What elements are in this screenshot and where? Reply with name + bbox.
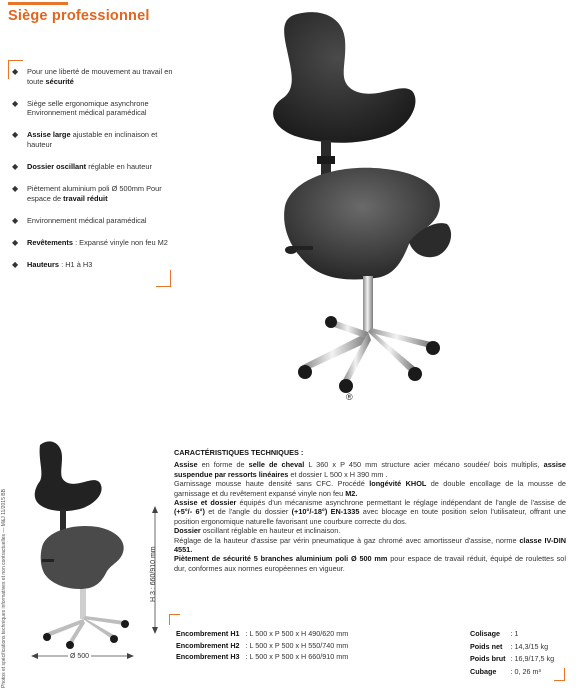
spec-pietement: Piètement de sécurité 5 branches aluminium poli Ø 500 mm pour espace de travail réduit, équipé de roulettes sol dur, conformes aux normes européennes en vigueur. [174, 554, 566, 573]
feature-item: ◆ Piètement aluminium poli Ø 500mm Pour espace de travail réduit [12, 184, 162, 203]
spec-mousse: Garnissage mousse haute densité sans CFC. Procédé longévité KHOL de double encollage de la mousse de garnissage et du revêtement expansé vinyle non feu M2. [174, 479, 566, 498]
encombrement-table [176, 628, 348, 663]
title-accent-rule [8, 2, 68, 5]
technical-specifications [174, 448, 566, 573]
table-row: Encombrement H1 : L 500 x P 500 x H 490/620 mm [176, 629, 349, 638]
width-dimension-label: Ø 500 [70, 653, 90, 660]
table-row: Poids brut : 16,9/17,5 kg [470, 654, 555, 663]
disclaimer-caption: Photos et spécifications techniques informatives et non contractuelles — M&J 11/2015 BB [1, 489, 7, 688]
feature-item: ◆ Pour une liberté de mouvement au travail en toute sécurité [12, 67, 173, 86]
feature-item: ◆ Revêtements : Expansé vinyle non feu M2 [12, 237, 168, 247]
spec-mecanisme: Assise et dossier équipés d'un mécanisme asynchrone permettant le réglage indépendant de l'angle de l'assise de (+5°/- 6°) et de l'angle du dossier (+10°/-18°) EN-1335 avec blocage en toute position selon l'utilisateur, offrant une position ergonomique naturelle favorisant une courbure correcte du dos. [174, 498, 566, 526]
packaging-table [470, 628, 554, 678]
diamond-bullet-icon: ◆ [12, 237, 19, 247]
saddle-chair-side-image [28, 435, 133, 650]
table-row: Poids net : 14,3/15 kg [470, 641, 549, 651]
table-row: Cubage : 0, 26 m³ [470, 666, 541, 676]
feature-list [12, 67, 178, 282]
diamond-bullet-icon: ◆ [12, 162, 19, 172]
saddle-chair-image [225, 10, 465, 395]
feature-item: ◆ Siège selle ergonomique asynchrone Environnement médical paramédical [12, 98, 149, 118]
diamond-bullet-icon: ◆ [12, 130, 19, 140]
feature-item: ◆ Environnement médical paramédical [12, 215, 147, 225]
table-row: Colisage : 1 [470, 629, 519, 638]
corner-bracket-dims [169, 614, 180, 625]
specs-heading: CARACTÉRISTIQUES TECHNIQUES : [174, 448, 304, 457]
feature-item: ◆ Assise large ajustable en inclinaison et hauteur [12, 130, 158, 149]
page-title: Siège professionnel [8, 8, 150, 24]
spec-reglage: Réglage de la hauteur d'assise par vérin pneumatique à gaz chromé avec amortisseur d'assise, norme classe IV-DIN 4551. [174, 535, 566, 555]
diamond-bullet-icon: ◆ [12, 184, 19, 194]
height-dimension-label: H 3 : 660/910 mm [150, 546, 157, 602]
spec-dossier: Dossier oscillant réglable en hauteur et inclinaison. [174, 526, 341, 536]
table-row: Encombrement H3 : L 500 x P 500 x H 660/910 mm [176, 652, 349, 661]
diamond-bullet-icon: ◆ [12, 98, 19, 108]
diamond-bullet-icon: ◆ [12, 67, 19, 76]
corner-bracket-bottom-right [156, 270, 171, 287]
feature-item: ◆ Dossier oscillant réglable en hauteur [12, 162, 152, 172]
corner-bracket-bottom [554, 668, 565, 681]
diamond-bullet-icon: ◆ [12, 215, 19, 225]
registered-mark: ® [346, 392, 353, 402]
table-row: Encombrement H2 : L 500 x P 500 x H 550/740 mm [176, 640, 349, 650]
spec-assise: Assise en forme de selle de cheval L 360 x P 450 mm structure acier mécano soudée/ bois multiplis, assise suspendue par ressorts linéaires et dossier L 500 x H 390 mm . [174, 460, 566, 479]
feature-item: ◆ Hauteurs : H1 à H3 [12, 260, 93, 270]
diamond-bullet-icon: ◆ [12, 260, 19, 270]
